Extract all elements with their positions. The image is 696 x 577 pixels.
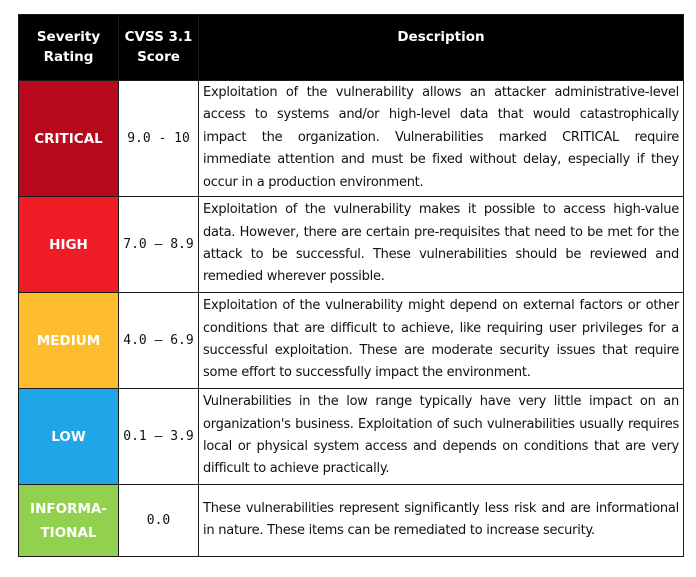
table-row-low — [19, 389, 684, 485]
rating-label-informational-line2: TIONAL — [40, 524, 97, 541]
description-cell-medium: Exploitation of the vulnerability might depend on external factors or other conditions that are difficult to achieve, like requiring user privileges for a successful exploitation. These are moderate security issues that require some effort to successfully impact the environment. — [199, 293, 684, 389]
score-value-medium: 4.0 – 6.9 — [123, 333, 194, 349]
severity-table-container — [18, 14, 683, 557]
header-severity-rating — [19, 15, 119, 81]
header-severity-line2: Rating — [43, 49, 94, 65]
rating-cell-critical — [19, 81, 119, 197]
severity-rating-table — [18, 14, 684, 557]
table-row-high — [19, 197, 684, 293]
description-cell-low: Vulnerabilities in the low range typically have very little impact on an organization's business. Exploitation of such vulnerabilities usually requires local or physical system access and depends on conditions that are very difficult to achieve practically. — [199, 389, 684, 485]
header-description — [199, 15, 684, 81]
rating-cell-medium — [19, 293, 119, 389]
score-value-high: 7.0 – 8.9 — [123, 237, 194, 253]
score-cell-informational — [119, 485, 199, 557]
description-cell-critical: Exploitation of the vulnerability allows an attacker administrative-level access to systems and/or high-level data that would catastrophically impact the organization. Vulnerabilities marked CRITICAL require immediate attention and must be fixed without delay, especially if they occur in a production environment. — [199, 81, 684, 197]
header-score-line1: CVSS 3.1 — [124, 29, 193, 45]
score-value-low: 0.1 – 3.9 — [123, 429, 194, 445]
table-row-informational — [19, 485, 684, 557]
rating-label-high: HIGH — [49, 236, 88, 253]
header-score-line2: Score — [137, 49, 180, 65]
rating-label-low: LOW — [51, 428, 86, 445]
score-value-critical: 9.0 - 10 — [127, 131, 190, 147]
table-row-critical — [19, 81, 684, 197]
table-row-medium — [19, 293, 684, 389]
rating-label-critical: CRITICAL — [34, 130, 103, 147]
header-description-text: Description — [397, 29, 485, 45]
rating-cell-low — [19, 389, 119, 485]
score-cell-medium — [119, 293, 199, 389]
rating-label-informational-line1: INFORMA- — [30, 500, 107, 517]
score-value-informational: 0.0 — [146, 513, 171, 529]
rating-cell-informational — [19, 485, 119, 557]
description-cell-informational: These vulnerabilities represent significantly less risk and are informational in nature. These items can be remediated to increase security. — [199, 485, 684, 557]
rating-label-medium: MEDIUM — [36, 332, 101, 349]
header-severity-line1: Severity — [36, 29, 101, 45]
score-cell-critical — [119, 81, 199, 197]
score-cell-high — [119, 197, 199, 293]
description-cell-high: Exploitation of the vulnerability makes it possible to access high-value data. However, there are certain pre-requisites that need to be met for the attack to be successful. These vulnerabilities should be reviewed and remedied wherever possible. — [199, 197, 684, 293]
table-header-row — [19, 15, 684, 81]
rating-cell-high — [19, 197, 119, 293]
score-cell-low — [119, 389, 199, 485]
header-cvss-score — [119, 15, 199, 81]
